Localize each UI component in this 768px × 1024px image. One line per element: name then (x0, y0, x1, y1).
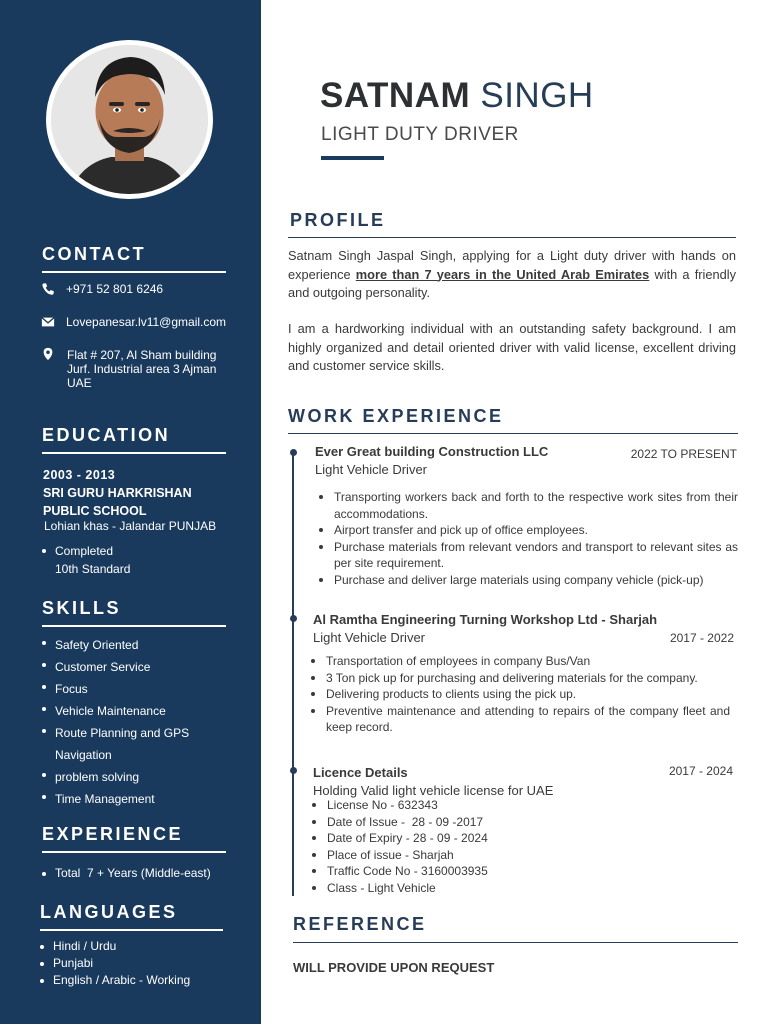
profile-paragraph-2: I am a hardworking individual with an outstanding safety background. I am highly organized and detail oriented driver with valid license, excellent driving and customer service skills. (288, 321, 736, 373)
list-item: Punjabi (38, 955, 238, 972)
work-experience-heading: WORK EXPERIENCE (288, 406, 504, 426)
job-2-duties (306, 653, 730, 736)
list-item: Focus (40, 678, 240, 700)
list-item: Time Management (40, 788, 240, 810)
timeline-line (292, 452, 294, 896)
licence-title: Licence Details (313, 765, 408, 780)
contact-heading: CONTACT (42, 244, 226, 273)
education-years: 2003 - 2013 (43, 468, 116, 482)
address-line-2: Jurf. Industrial area 3 Ajman (67, 362, 217, 376)
profile-paragraph-1: Satnam Singh Jaspal Singh, applying for a Light duty driver with hands on experience more than 7 years in the United Arab Emirates with a friendly and outgoing personality. (288, 248, 736, 300)
list-item: Vehicle Maintenance (40, 700, 240, 722)
reference-text: WILL PROVIDE UPON REQUEST (293, 960, 495, 975)
list-item: Class - Light Vehicle (307, 880, 607, 897)
timeline-dot (290, 449, 297, 456)
school-name-line-1: SRI GURU HARKRISHAN (43, 486, 192, 500)
timeline-dot (290, 767, 297, 774)
skills-heading: SKILLS (42, 598, 226, 627)
list-item: Safety Oriented (40, 634, 240, 656)
languages-heading: LANGUAGES (40, 902, 223, 931)
list-item: Date of Expiry - 28 - 09 - 2024 (307, 830, 607, 847)
timeline-dot (290, 615, 297, 622)
list-item: Place of issue - Sharjah (307, 847, 607, 864)
reference-heading: REFERENCE (293, 914, 427, 934)
email-icon (41, 315, 55, 329)
list-item: Customer Service (40, 656, 240, 678)
job-1-duties (314, 489, 738, 588)
first-name: SATNAM (320, 76, 471, 115)
licence-details-list (307, 797, 607, 896)
title-accent-bar (321, 156, 384, 160)
list-item: Date of Issue - 28 - 09 -2017 (307, 814, 607, 831)
experience-highlight: more than 7 years in the United Arab Emirates (355, 266, 650, 282)
list-item: Total 7 + Years (Middle-east) (40, 865, 240, 881)
work-experience-divider (288, 433, 738, 434)
job-1-company: Ever Great building Construction LLC (315, 444, 549, 459)
phone-icon (41, 282, 55, 296)
languages-list (38, 938, 238, 989)
profile-photo-frame (46, 40, 213, 199)
job-title: LIGHT DUTY DRIVER (321, 124, 519, 145)
experience-summary-list (40, 865, 240, 881)
school-name (43, 484, 192, 520)
job-2-dates: 2017 - 2022 (669, 631, 734, 645)
email-address[interactable]: Lovepanesar.lv11@gmail.com (66, 315, 227, 329)
list-item: Transportation of employees in company Bus/Van (306, 653, 730, 670)
profile-heading: PROFILE (290, 210, 386, 230)
list-item: Completed 10th Standard (40, 542, 240, 578)
list-item: Delivering products to clients using the pick up. (306, 686, 730, 703)
list-item: Hindi / Urdu (38, 938, 238, 955)
profile-divider (288, 237, 736, 238)
address-line-3: UAE (67, 376, 92, 390)
list-item: Purchase and deliver large materials using company vehicle (pick-up) (314, 572, 738, 589)
list-item: Purchase materials from relevant vendors and transport to relevant sites as per site requirement. (314, 539, 738, 572)
list-item: Traffic Code No - 3160003935 (307, 863, 607, 880)
person-portrait-icon (51, 45, 208, 194)
address-line-1: Flat # 207, Al Sham building (67, 348, 217, 362)
experience-summary-heading: EXPERIENCE (42, 824, 226, 853)
licence-subtitle: Holding Valid light vehicle license for UAE (313, 783, 554, 798)
education-status-list (40, 542, 240, 578)
phone-number[interactable]: +971 52 801 6246 (66, 282, 164, 296)
list-item: problem solving (40, 766, 240, 788)
list-item: License No - 632343 (307, 797, 607, 814)
location-pin-icon (41, 347, 55, 361)
profile-photo (51, 45, 208, 194)
reference-divider (293, 942, 738, 943)
address (67, 348, 247, 390)
school-location: Lohian khas - Jalandar PUNJAB (44, 519, 217, 533)
job-1-role: Light Vehicle Driver (315, 462, 427, 477)
list-item: Airport transfer and pick up of office employees. (314, 522, 738, 539)
sidebar (0, 0, 261, 1024)
job-2-role: Light Vehicle Driver (313, 630, 425, 645)
list-item: Transporting workers back and forth to the respective work sites from their accommodations. (314, 489, 738, 522)
list-item: Preventive maintenance and attending to repairs of the company fleet and keep record. (306, 703, 730, 736)
last-name: SINGH (480, 76, 594, 115)
full-name (320, 76, 594, 116)
list-item: Route Planning and GPS Navigation (40, 722, 215, 766)
list-item: English / Arabic - Working (38, 972, 238, 989)
school-name-line-2: PUBLIC SCHOOL (43, 504, 147, 518)
job-2-company: Al Ramtha Engineering Turning Workshop Ltd - Sharjah (313, 612, 658, 627)
skills-list (40, 634, 240, 810)
education-heading: EDUCATION (42, 425, 226, 454)
job-1-dates: 2022 TO PRESENT (630, 447, 737, 461)
licence-dates: 2017 - 2024 (668, 764, 733, 778)
list-item: 3 Ton pick up for purchasing and delivering materials for the company. (306, 670, 730, 687)
